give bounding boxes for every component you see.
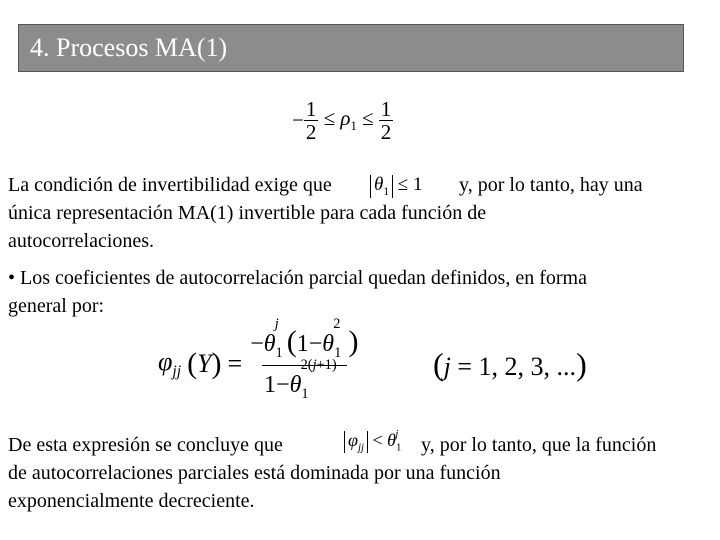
invertibility-text-line2: única representación MA(1) invertible para cada función de: [8, 202, 487, 224]
bound-formula: − $\frac{1}{2}$ ≤ $\rho_1$ ≤ $\frac{1}{2}$: [292, 97, 392, 145]
invertibility-text-part1: La condición de invertibilidad exige que: [8, 174, 332, 196]
slide-title-bar: [18, 24, 684, 72]
invertibility-text-line3: autocorrelaciones.: [8, 230, 155, 252]
invertibility-text-part2: y, por lo tanto, hay una: [459, 174, 643, 196]
invertibility-condition-formula: $\theta_1 \le 1$: [370, 174, 422, 198]
conclusion-text-part1: De esta expresión se concluye que: [8, 434, 283, 456]
pacf-formula: $\varphi_{jj}$ ( Y ) = $\frac{-\theta_1^j(1-\theta_1^2)}{1-\theta_1^{2(j+1)}}$: [158, 316, 359, 402]
pacf-index-range: (j = 1, 2, 3, ...): [433, 346, 587, 382]
conclusion-text-line2: de autocorrelaciones parciales está dominada por una función: [8, 462, 501, 484]
pacf-bound-formula: $\varphi_{jj} < \theta_1^j$: [344, 430, 404, 454]
slide-title: 4. Procesos MA(1): [30, 33, 228, 62]
pacf-intro-line1: • Los coeficientes de autocorrelación parcial quedan definidos, en forma: [8, 267, 587, 289]
conclusion-text-line3: exponencialmente decreciente.: [8, 490, 255, 512]
conclusion-text-part2: y, por lo tanto, que la función: [421, 434, 657, 456]
pacf-intro-line2: general por:: [8, 295, 105, 317]
